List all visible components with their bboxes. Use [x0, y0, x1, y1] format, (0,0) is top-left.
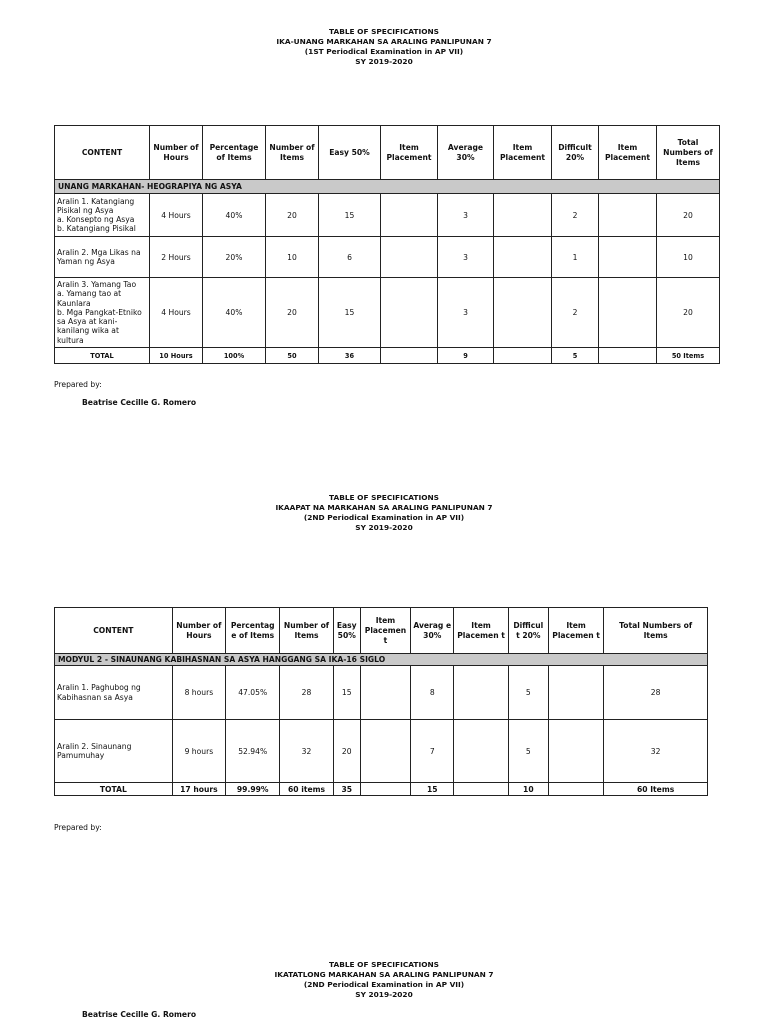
header-cell: Item Placemen t — [548, 608, 603, 654]
hours-cell: 8 hours — [172, 666, 225, 720]
items-cell: 20 — [266, 278, 319, 348]
items-cell: 28 — [280, 666, 333, 720]
preparer-name: Beatrise Cecille G. Romero — [82, 398, 197, 407]
school-year: SY 2019-2020 — [355, 57, 413, 66]
easy-cell: 35 — [333, 783, 360, 796]
placement-cell — [454, 666, 508, 720]
difficult-cell: 2 — [552, 278, 599, 348]
placement-cell — [599, 348, 657, 364]
placement-cell — [381, 278, 438, 348]
header-cell: Item Placement — [381, 126, 438, 180]
header-cell: Number of Items — [280, 608, 333, 654]
easy-cell: 6 — [319, 237, 381, 278]
difficult-cell: 5 — [552, 348, 599, 364]
exam-title: (2ND Periodical Examination in AP VII) — [303, 980, 465, 989]
header-cell: Averag e 30% — [411, 608, 454, 654]
easy-cell: 15 — [319, 194, 381, 237]
placement-cell — [360, 783, 410, 796]
title-block-2 — [0, 493, 768, 533]
percent-cell: 40% — [203, 278, 266, 348]
placement-cell — [454, 783, 508, 796]
content-cell: Aralin 2. Sinaunang Pamumuhay — [55, 720, 173, 783]
items-cell: 20 — [266, 194, 319, 237]
header-cell: Number of Hours — [150, 126, 203, 180]
section-label: MODYUL 2 - SINAUNANG KABIHASNAN SA ASYA HANGGANG SA IKA-16 SIGLO — [55, 654, 708, 666]
difficult-cell: 1 — [552, 237, 599, 278]
quarter-title: IKA-UNANG MARKAHAN SA ARALING PANLIPUNAN 7 — [276, 37, 492, 46]
table-row — [55, 194, 720, 237]
content-line: Aralin 1. Katangiang Pisikal ng Asya a. Konsepto ng Asya b. Katangiang Pisikal — [57, 196, 136, 234]
header-cell: Difficult 20% — [552, 126, 599, 180]
average-cell: 3 — [438, 278, 494, 348]
total-label: TOTAL — [55, 783, 173, 796]
header-cell: CONTENT — [55, 608, 173, 654]
total-cell: 20 — [657, 194, 720, 237]
table-row — [55, 237, 720, 278]
header-cell: Number of Items — [266, 126, 319, 180]
total-cell: 60 Items — [604, 783, 708, 796]
easy-cell: 15 — [319, 278, 381, 348]
placement-cell — [599, 237, 657, 278]
section-row — [55, 180, 720, 194]
content-cell — [55, 278, 150, 348]
header-cell: Item Placemen t — [454, 608, 508, 654]
title-block-3 — [0, 960, 768, 1000]
total-cell: 50 Items — [657, 348, 720, 364]
hours-cell: 9 hours — [172, 720, 225, 783]
tos-table-2 — [54, 607, 708, 796]
percent-cell: 52.94% — [226, 720, 280, 783]
items-cell: 50 — [266, 348, 319, 364]
percent-cell: 100% — [203, 348, 266, 364]
placement-cell — [548, 666, 603, 720]
hours-cell: 4 Hours — [150, 194, 203, 237]
difficult-cell: 10 — [508, 783, 548, 796]
table-row — [55, 666, 708, 720]
doc-title: TABLE OF SPECIFICATIONS — [329, 960, 439, 969]
header-cell: CONTENT — [55, 126, 150, 180]
table-row — [55, 278, 720, 348]
percent-cell: 47.05% — [226, 666, 280, 720]
prepared-by-label: Prepared by: — [54, 380, 102, 389]
doc-title: TABLE OF SPECIFICATIONS — [329, 27, 439, 36]
header-cell: Item Placement — [494, 126, 552, 180]
total-row — [55, 783, 708, 796]
section-row — [55, 654, 708, 666]
placement-cell — [494, 348, 552, 364]
total-label: TOTAL — [55, 348, 150, 364]
content-cell: Aralin 1. Paghubog ng Kabihasnan sa Asya — [55, 666, 173, 720]
items-cell: 60 items — [280, 783, 333, 796]
easy-cell: 20 — [333, 720, 360, 783]
doc-title: TABLE OF SPECIFICATIONS — [329, 493, 439, 502]
content-cell — [55, 194, 150, 237]
total-cell: 32 — [604, 720, 708, 783]
placement-cell — [360, 720, 410, 783]
percent-cell: 20% — [203, 237, 266, 278]
header-cell: Difficul t 20% — [508, 608, 548, 654]
tos-table-1 — [54, 125, 720, 364]
placement-cell — [494, 278, 552, 348]
exam-title: (2ND Periodical Examination in AP VII) — [303, 513, 465, 522]
quarter-title: IKATATLONG MARKAHAN SA ARALING PANLIPUNAN 7 — [274, 970, 494, 979]
placement-cell — [381, 237, 438, 278]
header-row — [55, 126, 720, 180]
total-cell: 10 — [657, 237, 720, 278]
placement-cell — [454, 720, 508, 783]
header-cell: Percentag e of Items — [226, 608, 280, 654]
header-cell: Number of Hours — [172, 608, 225, 654]
easy-cell: 15 — [333, 666, 360, 720]
hours-cell: 10 Hours — [150, 348, 203, 364]
percent-cell: 40% — [203, 194, 266, 237]
hours-cell: 17 hours — [172, 783, 225, 796]
placement-cell — [494, 194, 552, 237]
average-cell: 3 — [438, 194, 494, 237]
average-cell: 15 — [411, 783, 454, 796]
header-cell: Total Numbers of Items — [604, 608, 708, 654]
header-cell: Item Placemen t — [360, 608, 410, 654]
title-block-1 — [0, 27, 768, 67]
placement-cell — [360, 666, 410, 720]
difficult-cell: 5 — [508, 720, 548, 783]
items-cell: 10 — [266, 237, 319, 278]
difficult-cell: 2 — [552, 194, 599, 237]
content-cell: Aralin 2. Mga Likas na Yaman ng Asya — [55, 237, 150, 278]
quarter-title: IKAAPAT NA MARKAHAN SA ARALING PANLIPUNAN 7 — [275, 503, 493, 512]
header-cell: Average 30% — [438, 126, 494, 180]
header-cell: Easy 50% — [319, 126, 381, 180]
placement-cell — [381, 194, 438, 237]
content-line: Aralin 3. Yamang Tao a. Yamang tao at Kaunlara b. Mga Pangkat-Etniko sa Asya at kani-kanilang wika at kultura — [57, 280, 142, 345]
header-cell: Total Numbers of Items — [657, 126, 720, 180]
school-year: SY 2019-2020 — [355, 523, 413, 532]
total-cell: 28 — [604, 666, 708, 720]
placement-cell — [548, 783, 603, 796]
prepared-by-label: Prepared by: — [54, 823, 102, 832]
placement-cell — [548, 720, 603, 783]
placement-cell — [494, 237, 552, 278]
table-row — [55, 720, 708, 783]
average-cell: 9 — [438, 348, 494, 364]
exam-title: (1ST Periodical Examination in AP VII) — [304, 47, 464, 56]
hours-cell: 2 Hours — [150, 237, 203, 278]
school-year: SY 2019-2020 — [355, 990, 413, 999]
placement-cell — [381, 348, 438, 364]
easy-cell: 36 — [319, 348, 381, 364]
section-label: UNANG MARKAHAN- HEOGRAPIYA NG ASYA — [55, 180, 720, 194]
total-row — [55, 348, 720, 364]
header-row — [55, 608, 708, 654]
placement-cell — [599, 194, 657, 237]
hours-cell: 4 Hours — [150, 278, 203, 348]
header-cell: Percentage of Items — [203, 126, 266, 180]
difficult-cell: 5 — [508, 666, 548, 720]
header-cell: Easy 50% — [333, 608, 360, 654]
average-cell: 3 — [438, 237, 494, 278]
header-cell: Item Placement — [599, 126, 657, 180]
placement-cell — [599, 278, 657, 348]
total-cell: 20 — [657, 278, 720, 348]
preparer-name: Beatrise Cecille G. Romero — [82, 1010, 197, 1019]
percent-cell: 99.99% — [226, 783, 280, 796]
items-cell: 32 — [280, 720, 333, 783]
average-cell: 8 — [411, 666, 454, 720]
average-cell: 7 — [411, 720, 454, 783]
